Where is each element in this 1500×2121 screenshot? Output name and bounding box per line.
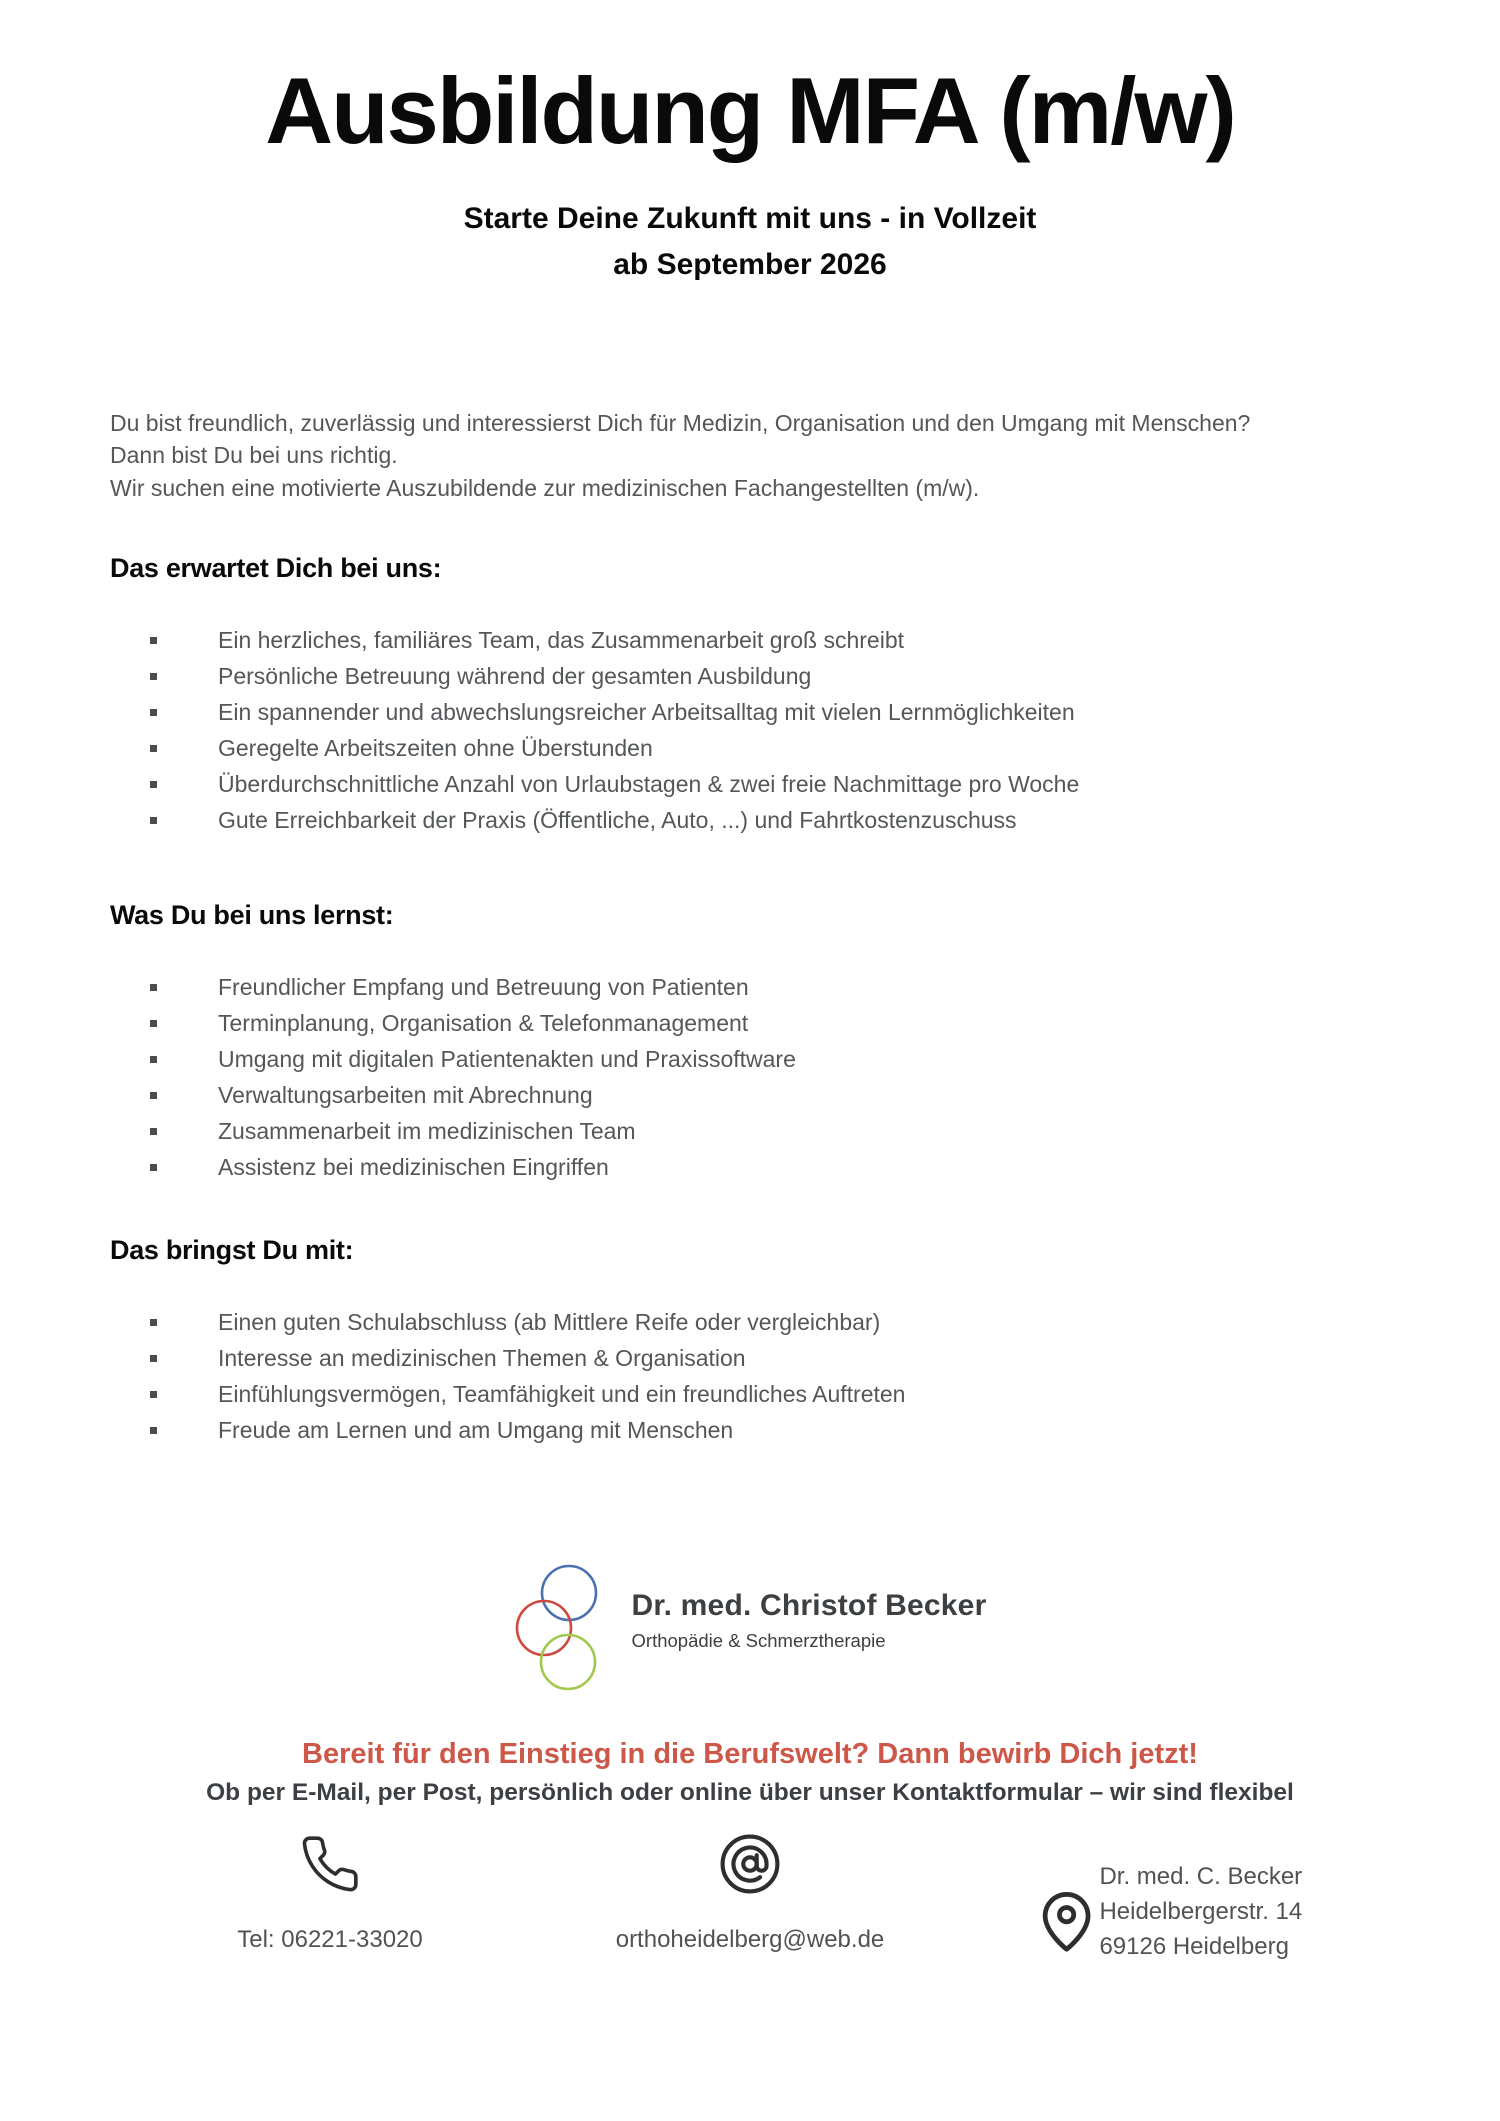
list-item-label: Persönliche Betreuung während der gesamten Ausbildung [218,663,812,690]
list-item [110,622,1390,658]
section-heading-expectations: Das erwartet Dich bei uns: [110,553,442,584]
square-bullet-icon [150,673,157,680]
email-address: orthoheidelberg@web.de [615,1926,885,1954]
list-item [110,1376,1390,1412]
main-content [110,407,1390,1449]
square-bullet-icon [150,745,157,752]
page-title: Ausbildung MFA (m/w) [265,58,1235,163]
list-item [110,1077,1390,1113]
contact-phone [120,1833,540,1964]
square-bullet-icon [150,1092,157,1099]
list-item-label: Ein spannender und abwechslungsreicher Arbeitsalltag mit vielen Lernmöglichkeiten [218,699,1075,726]
list-item-label: Assistenz bei medizinischen Eingriffen [218,1154,609,1181]
list-item [110,1041,1390,1077]
list-item [110,766,1390,802]
list-expectations [110,622,1390,838]
practice-logo [0,1560,1500,1694]
list-item [110,802,1390,838]
square-bullet-icon [150,1319,157,1326]
list-item [110,1113,1390,1149]
square-bullet-icon [150,984,157,991]
square-bullet-icon [150,1391,157,1398]
square-bullet-icon [150,1355,157,1362]
phone-number: Tel: 06221-33020 [237,1926,423,1954]
square-bullet-icon [150,1164,157,1171]
list-item-label: Gute Erreichbarkeit der Praxis (Öffentliche, Auto, ...) und Fahrtkostenzuschuss [218,807,1017,834]
location-pin-icon [1038,1892,1095,1954]
list-item [110,694,1390,730]
cta-headline: Bereit für den Einstieg in die Berufswelt? Dann bewirb Dich jetzt! [302,1738,1198,1771]
section-heading-learning: Was Du bei uns lernst: [110,900,394,931]
list-item-label: Freude am Lernen und am Umgang mit Menschen [218,1417,734,1444]
address-line-street: Heidelbergerstr. 14 [1099,1898,1303,1926]
page-subtitle [0,196,1500,289]
contact-footer [0,1833,1500,1964]
square-bullet-icon [150,1128,157,1135]
square-bullet-icon [150,709,157,716]
list-item [110,730,1390,766]
address-lines [1099,1859,1302,1964]
list-item-label: Umgang mit digitalen Patientenakten und Praxissoftware [218,1046,796,1073]
subtitle-line-1: Starte Deine Zukunft mit uns - in Vollzeit [463,201,1037,235]
list-item-label: Einfühlungsvermögen, Teamfähigkeit und ein freundliches Auftreten [218,1381,906,1408]
list-item [110,969,1390,1005]
logo-text-block [632,1589,987,1666]
square-bullet-icon [150,781,157,788]
at-icon [719,1833,781,1895]
cta-subline: Ob per E-Mail, per Post, persönlich oder online über unser Kontaktformular – wir sind flexibel [206,1779,1294,1807]
three-rings-logo-icon [514,1560,606,1694]
list-item-label: Freundlicher Empfang und Betreuung von Patienten [218,974,749,1001]
list-item [110,1412,1390,1448]
list-item [110,1340,1390,1376]
square-bullet-icon [150,817,157,824]
practice-tagline: Orthopädie & Schmerztherapie [631,1629,886,1651]
list-item [110,1149,1390,1185]
section-heading-requirements: Das bringst Du mit: [110,1235,354,1266]
square-bullet-icon [150,1427,157,1434]
list-item [110,1304,1390,1340]
practice-name: Dr. med. Christof Becker [631,1588,987,1622]
list-item-label: Einen guten Schulabschluss (ab Mittlere Reife oder vergleichbar) [218,1309,881,1336]
list-item-label: Geregelte Arbeitszeiten ohne Überstunden [218,735,653,762]
square-bullet-icon [150,1020,157,1027]
list-item-label: Verwaltungsarbeiten mit Abrechnung [218,1082,593,1109]
phone-icon [299,1833,361,1895]
list-item-label: Interesse an medizinischen Themen & Organisation [218,1345,746,1372]
list-learning [110,969,1390,1185]
address-line-city: 69126 Heidelberg [1099,1933,1289,1961]
square-bullet-icon [150,637,157,644]
list-item-label: Zusammenarbeit im medizinischen Team [218,1118,636,1145]
subtitle-line-2: ab September 2026 [613,248,887,282]
contact-address [960,1833,1380,1964]
list-item [110,1005,1390,1041]
contact-email [540,1833,960,1964]
list-requirements [110,1304,1390,1448]
address-line-name: Dr. med. C. Becker [1099,1863,1303,1891]
list-item-label: Überdurchschnittliche Anzahl von Urlaubstagen & zwei freie Nachmittage pro Woche [218,771,1080,798]
square-bullet-icon [150,1056,157,1063]
intro-text [110,407,1300,506]
list-item-label: Ein herzliches, familiäres Team, das Zusammenarbeit groß schreibt [218,627,905,654]
list-item [110,658,1390,694]
intro-paragraph-2: Wir suchen eine motivierte Auszubildende zur medizinischen Fachangestellten (m/w). [110,475,980,502]
intro-paragraph-1: Du bist freundlich, zuverlässig und interessierst Dich für Medizin, Organisation und den Umgang mit Menschen? Dann bist Du bei uns richtig. [110,409,1251,469]
list-item-label: Terminplanung, Organisation & Telefonmanagement [218,1010,749,1037]
